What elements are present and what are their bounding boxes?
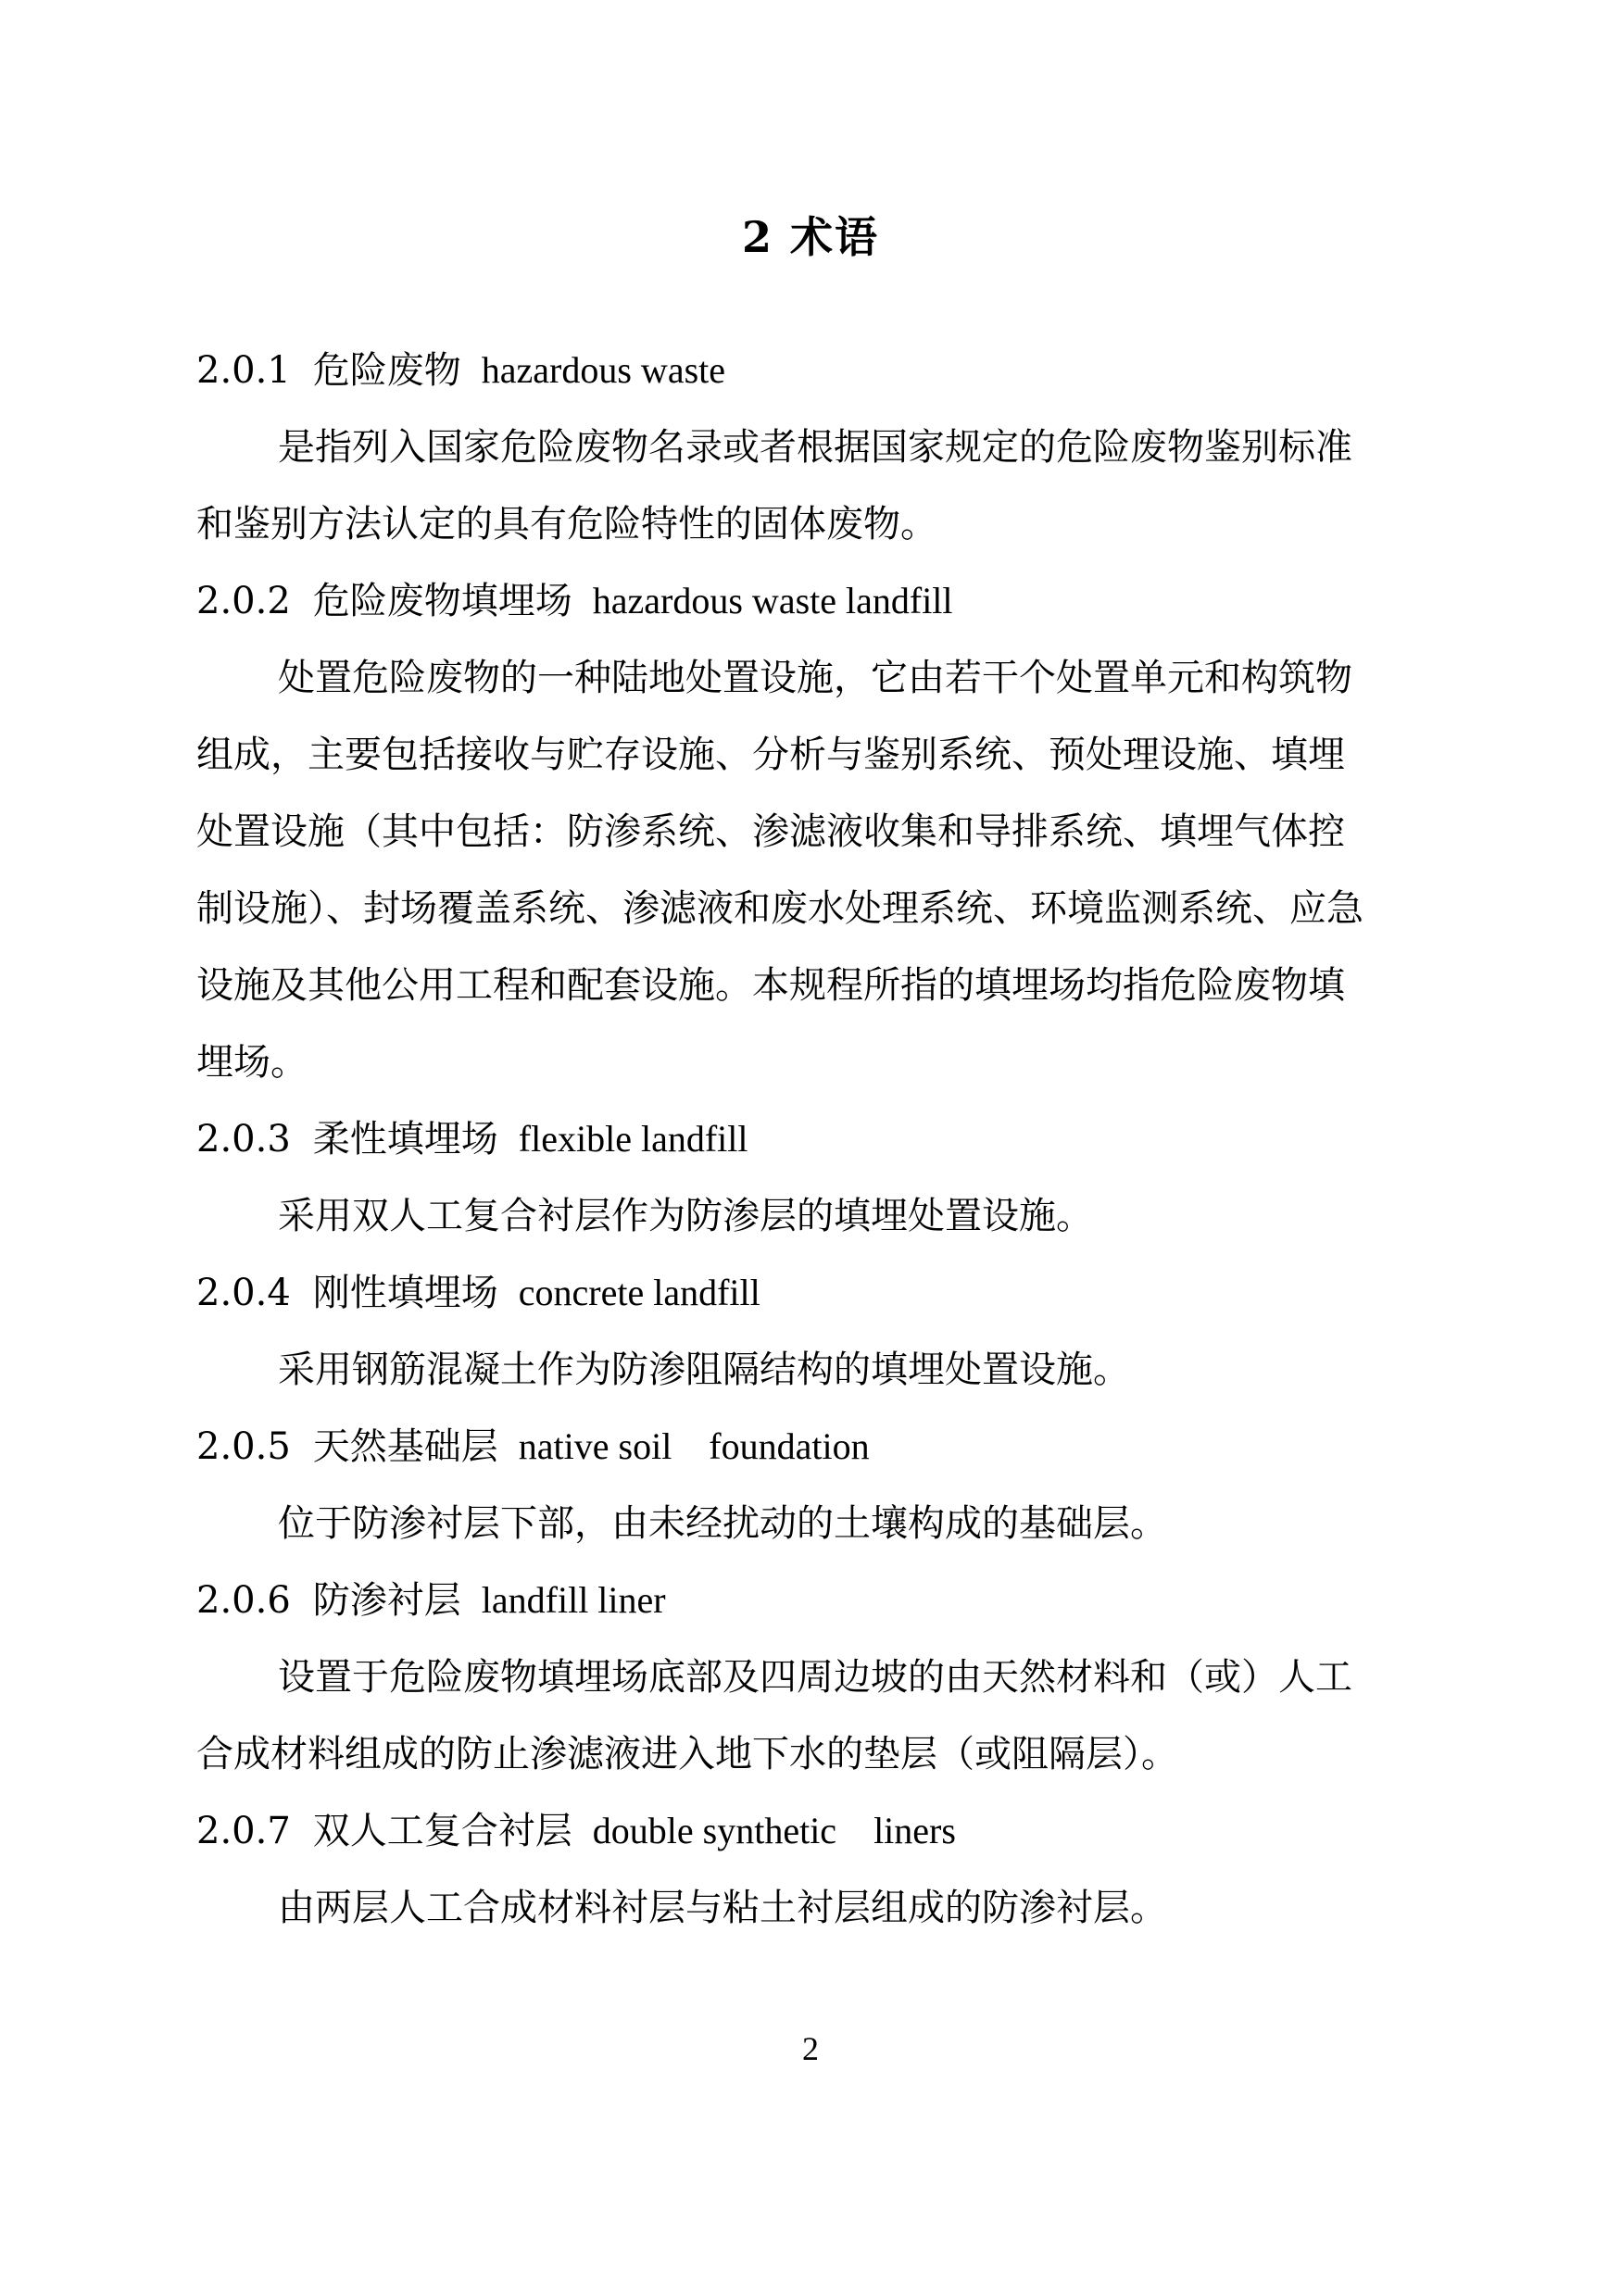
term-en: landfill liner [481,1579,666,1621]
definition-line: 合成材料组成的防止渗滤液进入地下水的垫层（或阻隔层）。 [196,1733,1178,1775]
term-number: 2.0.2 [196,580,291,622]
definition-line: 设置于危险废物填埋场底部及四周边坡的由天然材料和（或）人工 [278,1656,1352,1699]
term-heading-2-0-7 [196,1805,1456,1857]
definition-line: 制设施）、封场覆盖系统、渗滤液和废水处理系统、环境监测系统、应急 [196,887,1363,930]
definition-line: 处置危险废物的一种陆地处置设施，它由若干个处置单元和构筑物 [278,657,1352,699]
term-number: 2.0.1 [196,349,291,392]
term-heading-2-0-6 [196,1575,1456,1626]
definition-line: 设施及其他公用工程和配套设施。本规程所指的填埋场均指危险废物填 [196,964,1345,1007]
definition-line: 由两层人工合成材料衬层与粘土衬层组成的防渗衬层。 [278,1887,1167,1929]
term-zh: 双人工复合衬层 [312,1810,572,1852]
term-zh: 防渗衬层 [312,1579,461,1622]
term-heading-2-0-3 [196,1113,1456,1165]
term-heading-2-0-5 [196,1421,1456,1473]
definition-line: 组成，主要包括接收与贮存设施、分析与鉴别系统、预处理设施、填埋 [196,734,1345,776]
term-en: hazardous waste [481,349,726,391]
definition-line: 处置设施（其中包括：防渗系统、渗滤液收集和导排系统、填埋气体控 [196,810,1345,853]
definition-line: 埋场。 [196,1041,308,1084]
term-zh: 危险废物 [312,349,461,392]
term-en: native soil foundation [518,1425,870,1467]
term-number: 2.0.6 [196,1579,291,1622]
page-number: 2 [802,2030,819,2067]
definition-line: 是指列入国家危险废物名录或者根据国家规定的危险废物鉴别标准 [278,426,1352,469]
definition-line: 采用双人工复合衬层作为防渗层的填埋处置设施。 [278,1195,1093,1237]
term-zh: 天然基础层 [312,1425,498,1468]
term-en: concrete landfill [518,1272,760,1313]
term-en: hazardous waste landfill [592,580,953,621]
definition-line: 位于防渗衬层下部，由未经扰动的土壤构成的基础层。 [278,1502,1167,1545]
definition-line: 采用钢筋混凝土作为防渗阻隔结构的填埋处置设施。 [278,1349,1130,1391]
term-zh: 刚性填埋场 [312,1272,498,1314]
term-heading-2-0-1 [196,345,1456,396]
term-heading-2-0-2 [196,575,1456,627]
definition-line: 和鉴别方法认定的具有危险特性的固体废物。 [196,503,937,546]
term-en: flexible landfill [518,1118,748,1160]
term-zh: 柔性填埋场 [312,1118,498,1161]
term-number: 2.0.5 [196,1425,291,1468]
term-zh: 危险废物填埋场 [312,580,572,622]
term-number: 2.0.4 [196,1272,291,1314]
term-en: double synthetic liners [592,1810,956,1851]
term-number: 2.0.7 [196,1810,291,1852]
chapter-title: 2 术语 [741,212,880,262]
term-heading-2-0-4 [196,1267,1456,1319]
term-number: 2.0.3 [196,1118,291,1161]
